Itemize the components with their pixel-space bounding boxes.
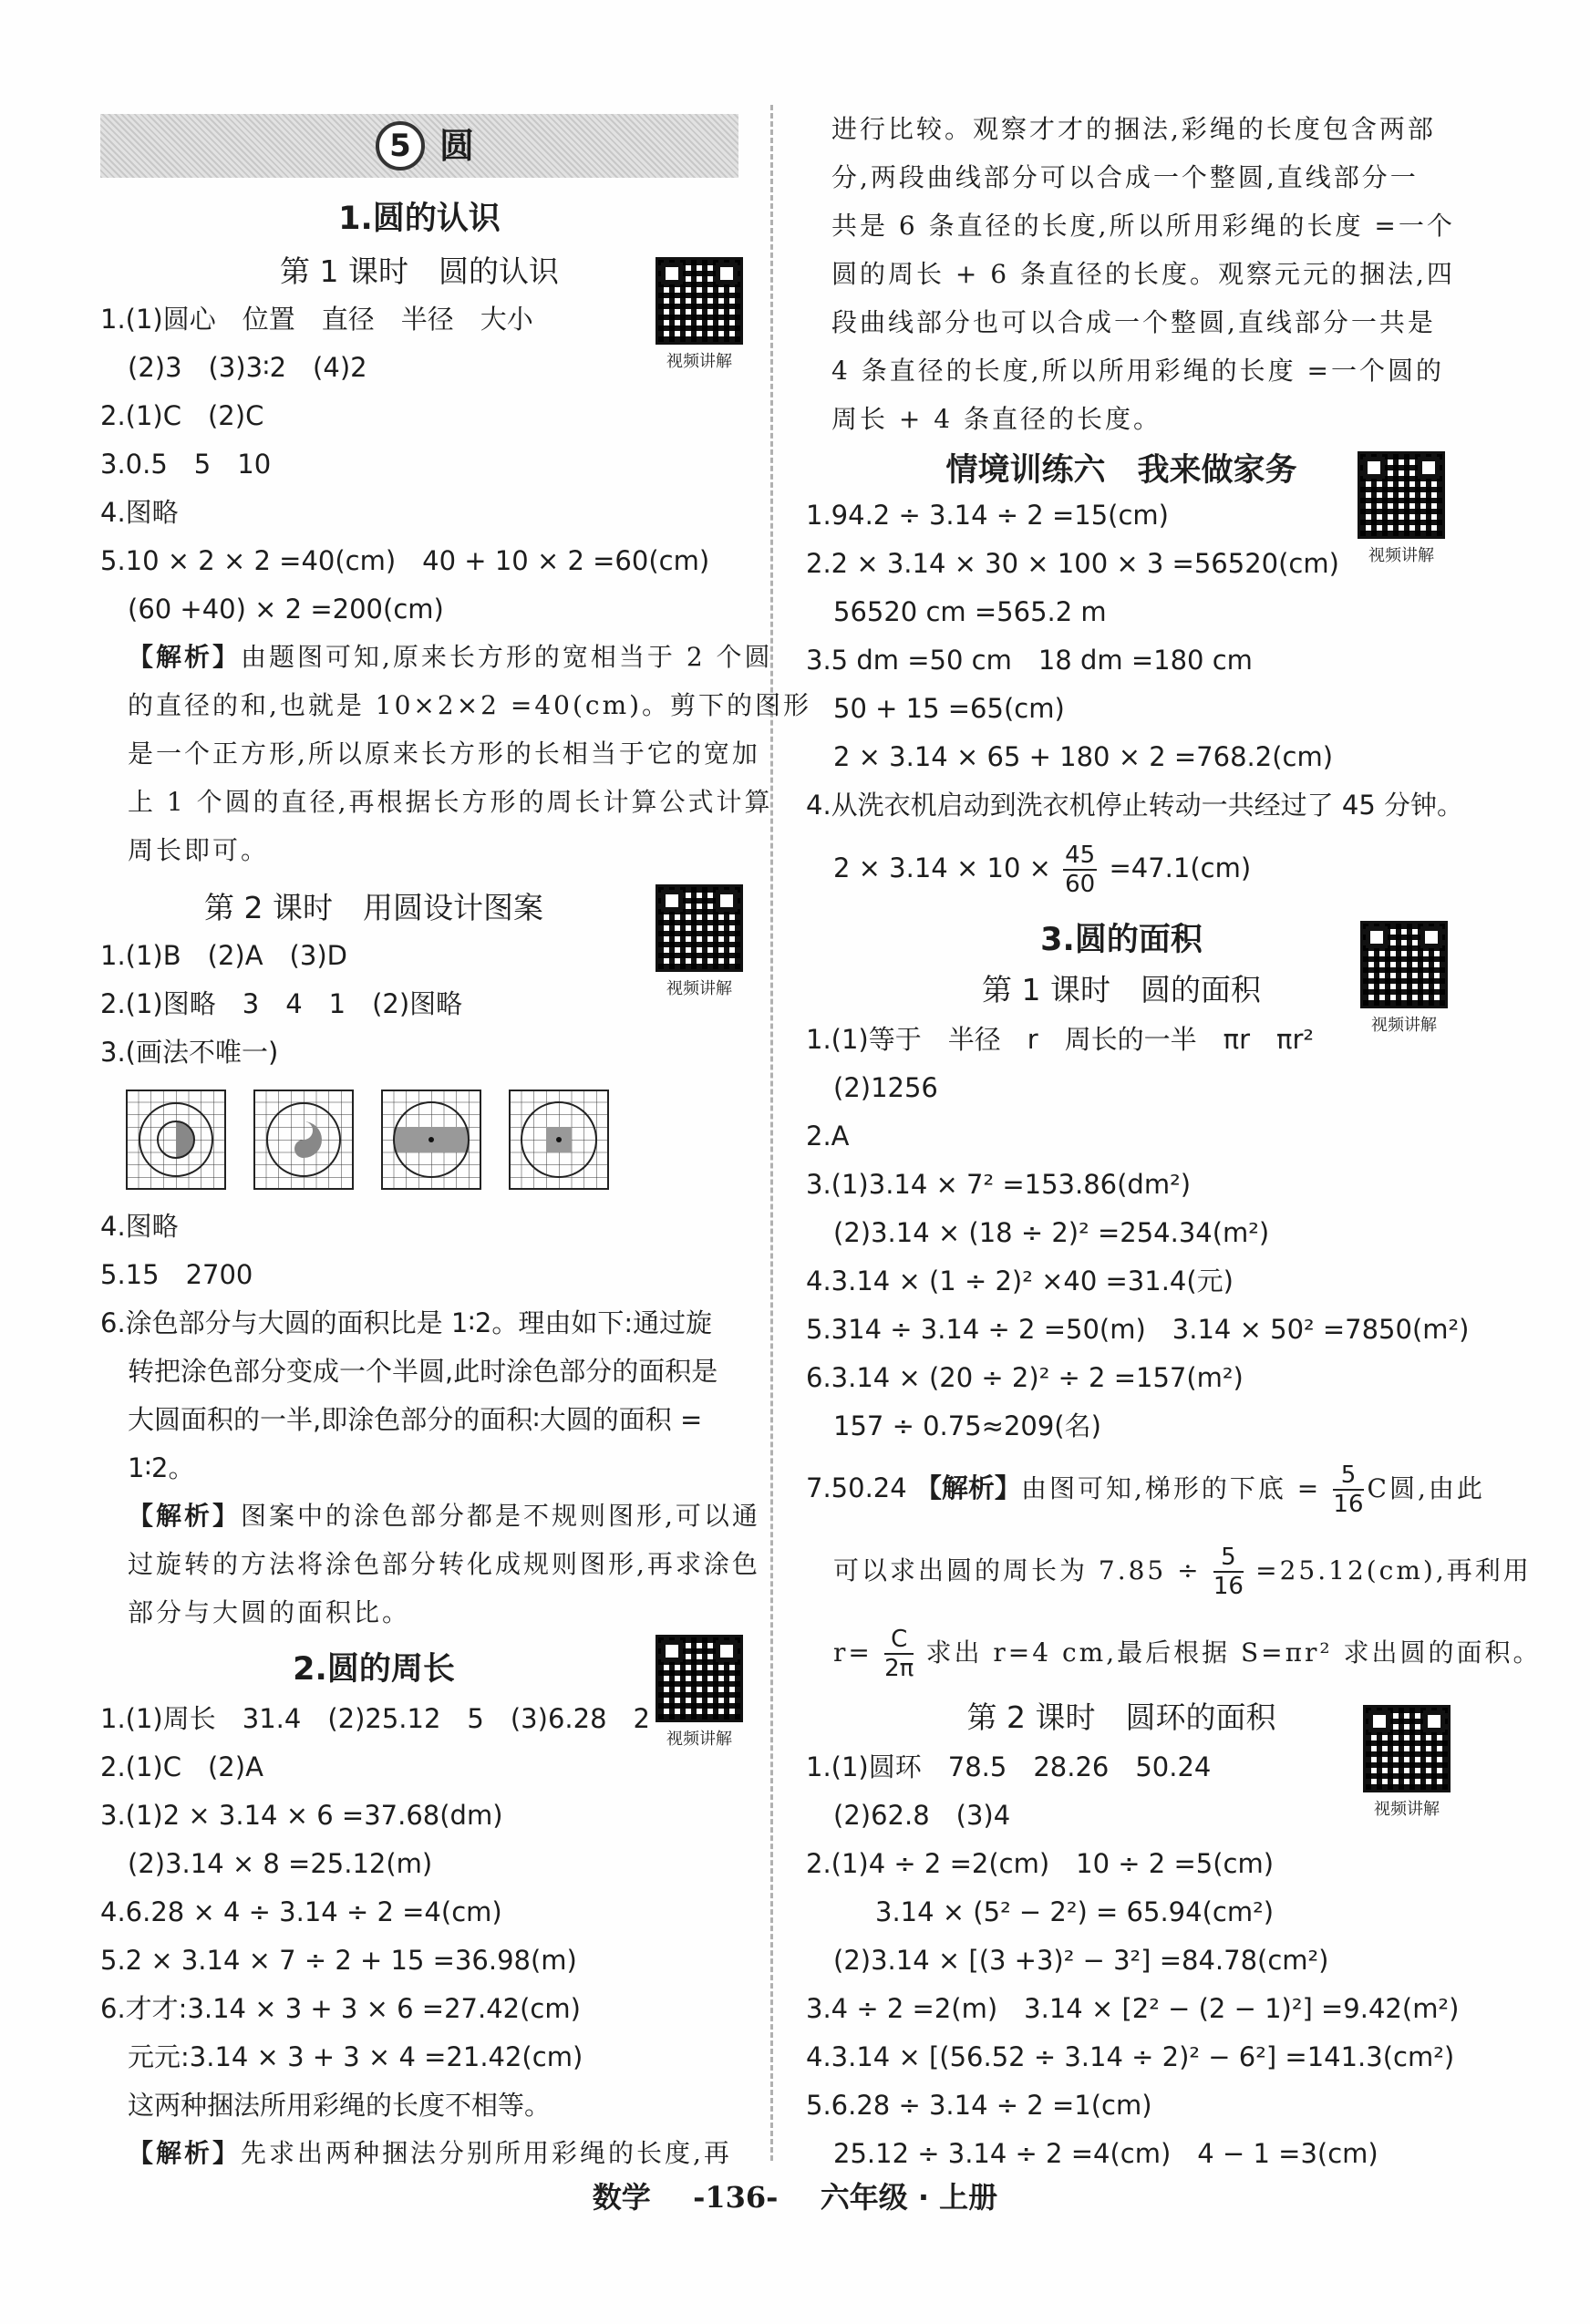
qr-code-ring[interactable] <box>1357 1705 1457 1820</box>
answer-line: 3.(1)3.14 × 7² =153.86(dm²) <box>806 1169 1192 1200</box>
answer-line: 元元:3.14 × 3 + 3 × 4 =21.42(cm) <box>128 2041 583 2072</box>
numerator: 5 <box>1333 1462 1363 1491</box>
circle-pattern-figures <box>126 1090 618 1190</box>
explanation-line: 部分与大圆的面积比。 <box>128 1597 411 1627</box>
answer-line: 1.94.2 ÷ 3.14 ÷ 2 =15(cm) <box>806 500 1169 531</box>
qr-code-lesson1[interactable] <box>649 257 749 372</box>
qr-code-icon <box>656 1635 743 1722</box>
explanation-tag: 【解析】 <box>128 1501 242 1531</box>
denominator: 60 <box>1065 871 1096 898</box>
explanation-line: 过旋转的方法将涂色部分转化成规则图形,再求涂色 <box>128 1549 760 1579</box>
answer-line: 2.2 × 3.14 × 30 × 100 × 3 =56520(cm) <box>806 548 1339 579</box>
answer-line: 1.(1)等于 半径 r 周长的一半 πr πr² <box>806 1024 1315 1055</box>
explanation-tag: 【解析】 <box>128 642 242 672</box>
answer-line: 5.15 2700 <box>100 1259 253 1290</box>
answer-line: 5.314 ÷ 3.14 ÷ 2 =50(m) 3.14 × 50² =7850(m²) <box>806 1314 1470 1345</box>
section-title-area: 3.圆的面积 <box>1040 922 1203 958</box>
fraction <box>1213 1544 1244 1600</box>
answer-line: (2)62.8 (3)4 <box>833 1800 1011 1831</box>
answer-line: (2)3.14 × [(3 +3)² − 3²] =84.78(cm²) <box>833 1945 1329 1976</box>
answer-line: 1.(1)圆环 78.5 28.26 50.24 <box>806 1751 1212 1782</box>
qr-code-lesson2[interactable] <box>649 884 749 999</box>
explanation-line <box>128 639 773 676</box>
unit-title: 圆 <box>439 126 475 166</box>
column-divider <box>770 105 773 2161</box>
explanation-text: 先求出两种捆法分别所用彩绳的长度,再 <box>241 2138 732 2168</box>
qr-caption: 视频讲解 <box>1374 1800 1440 1819</box>
explanation-line: 圆的周长 + 6 条直径的长度。观察元元的捆法,四 <box>831 259 1455 289</box>
unit-banner <box>100 114 738 178</box>
answer-line-fraction <box>833 1541 1532 1600</box>
answer-line: 6.3.14 × (20 ÷ 2)² ÷ 2 =157(m²) <box>806 1362 1244 1393</box>
answer-line: 2.A <box>806 1121 850 1152</box>
answer-line: 4.3.14 × [(56.52 ÷ 3.14 ÷ 2)² − 6²] =141.3(cm²) <box>806 2041 1455 2072</box>
answer-line: 6.涂色部分与大圆的面积比是 1∶2。理由如下:通过旋 <box>100 1307 713 1338</box>
qr-caption: 视频讲解 <box>1371 1016 1437 1035</box>
answer-line: (60 +40) × 2 =200(cm) <box>128 594 444 625</box>
explanation-line <box>128 1498 760 1534</box>
fraction <box>1333 1462 1363 1518</box>
explanation-text: =25.12(cm),再利用 <box>1255 1555 1532 1585</box>
answer-line: 5.10 × 2 × 2 =40(cm) 40 + 10 × 2 =60(cm) <box>100 545 710 576</box>
answer-line: (2)3.14 × (18 ÷ 2)² =254.34(m²) <box>833 1217 1270 1248</box>
page-number: -136- <box>693 2180 779 2215</box>
lesson-title-1: 第 1 课时 圆的认识 <box>280 253 559 289</box>
numerator: 45 <box>1065 842 1096 869</box>
section-title-circle-intro: 1.圆的认识 <box>338 201 501 237</box>
answer-line: 大圆面积的一半,即涂色部分的面积∶大圆的面积 = <box>128 1404 703 1435</box>
answer-line: 4.图略 <box>100 1211 179 1242</box>
qr-code-icon <box>1363 1705 1451 1792</box>
answer-line: 56520 cm =565.2 m <box>833 596 1107 627</box>
answer-line: (2)3.14 × 8 =25.12(m) <box>128 1848 433 1879</box>
formula-text: 2 × 3.14 × 10 × <box>833 852 1051 883</box>
answer-line: 3.0.5 5 10 <box>100 449 272 480</box>
answer-line: 5.6.28 ÷ 3.14 ÷ 2 =1(cm) <box>806 2090 1152 2121</box>
explanation-line: 是一个正方形,所以原来长方形的长相当于它的宽加 <box>128 739 760 769</box>
lesson-title-ring-area: 第 2 课时 圆环的面积 <box>966 1699 1276 1735</box>
explanation-line: 进行比较。观察才才的捆法,彩绳的长度包含两部 <box>831 114 1436 144</box>
answer-line: 25.12 ÷ 3.14 ÷ 2 =4(cm) 4 − 1 =3(cm) <box>833 2138 1378 2169</box>
qr-code-training[interactable] <box>1351 451 1451 566</box>
answer-line: 1.(1)周长 31.4 (2)25.12 5 (3)6.28 2 <box>100 1703 650 1734</box>
lesson-title-2: 第 2 课时 用圆设计图案 <box>204 890 543 925</box>
qr-code-circumference[interactable] <box>649 1635 749 1750</box>
lesson-title-area-1: 第 1 课时 圆的面积 <box>982 972 1261 1007</box>
explanation-text: r= <box>833 1637 872 1668</box>
explanation-tag: 【解析】 <box>914 1472 1021 1503</box>
numerator: 5 <box>1213 1544 1244 1573</box>
answer-line-fraction <box>833 839 1251 898</box>
formula-text: =47.1(cm) <box>1109 852 1252 883</box>
explanation-line: 的直径的和,也就是 10×2×2 =40(cm)。剪下的图形 <box>128 690 812 720</box>
explanation-text: 由图可知,梯形的下底 = <box>1020 1473 1322 1503</box>
answer-line: 这两种捆法所用彩绳的长度不相等。 <box>128 2090 552 2121</box>
answer-line-fraction <box>806 1459 1485 1518</box>
numerator: C <box>884 1626 914 1655</box>
qr-caption: 视频讲解 <box>666 352 732 371</box>
qr-caption: 视频讲解 <box>666 1730 732 1749</box>
explanation-line <box>128 2135 732 2172</box>
denominator: 16 <box>1333 1491 1364 1518</box>
unit-number-badge: 5 <box>376 121 425 170</box>
section-title-circumference: 2.圆的周长 <box>293 1651 455 1688</box>
explanation-text: 可以求出圆的周长为 7.85 ÷ <box>833 1555 1202 1585</box>
denominator: 2π <box>884 1655 914 1682</box>
answer-line: 4.图略 <box>100 497 179 528</box>
explanation-text: 由题图可知,原来长方形的宽相当于 2 个圆 <box>241 642 773 672</box>
qr-caption: 视频讲解 <box>666 979 732 998</box>
footer-subject: 数学 <box>592 2180 651 2215</box>
fraction <box>884 1626 914 1682</box>
qr-code-icon <box>1358 451 1445 539</box>
answer-line: (2)3 (3)3∶2 (4)2 <box>128 352 367 383</box>
explanation-text: C圆,由此 <box>1367 1473 1485 1503</box>
answer-line: 2.(1)C (2)A <box>100 1751 263 1782</box>
explanation-line: 周长即可。 <box>128 835 270 865</box>
answer-line: 转把涂色部分变成一个半圆,此时涂色部分的面积是 <box>128 1356 718 1387</box>
answer-line: 2.(1)4 ÷ 2 =2(cm) 10 ÷ 2 =5(cm) <box>806 1848 1275 1879</box>
explanation-line: 上 1 个圆的直径,再根据长方形的周长计算公式计算 <box>128 787 773 817</box>
pattern-figure-1 <box>127 1090 225 1189</box>
qr-caption: 视频讲解 <box>1368 546 1434 565</box>
answer-line: 6.才才:3.14 × 3 + 3 × 6 =27.42(cm) <box>100 1993 581 2024</box>
answer-line: 3.5 dm =50 cm 18 dm =180 cm <box>806 645 1253 676</box>
answer-line: 4.3.14 × (1 ÷ 2)² ×40 =31.4(元) <box>806 1265 1234 1296</box>
explanation-line: 分,两段曲线部分可以合成一个整圆,直线部分一 <box>831 162 1419 192</box>
answer-line: 1∶2。 <box>128 1452 195 1483</box>
explanation-line: 段曲线部分也可以合成一个整圆,直线部分一共是 <box>831 307 1436 337</box>
answer-line-fraction <box>833 1623 1542 1682</box>
explanation-line: 周长 + 4 条直径的长度。 <box>831 404 1162 434</box>
answer-line: 3.4 ÷ 2 =2(m) 3.14 × [2² − (2 − 1)²] =9.42(m²) <box>806 1993 1460 2024</box>
explanation-text: 求出 r=4 cm,最后根据 S=πr² 求出圆的面积。 <box>925 1637 1542 1668</box>
answer-line: 2.(1)C (2)C <box>100 400 264 431</box>
answer-line: (2)1256 <box>833 1072 938 1103</box>
answer-line: 5.2 × 3.14 × 7 ÷ 2 + 15 =36.98(m) <box>100 1945 577 1976</box>
answer-line: 1.(1)B (2)A (3)D <box>100 940 347 971</box>
answer-line: 4.6.28 × 4 ÷ 3.14 ÷ 2 =4(cm) <box>100 1896 502 1927</box>
fraction <box>1063 842 1097 898</box>
explanation-line: 共是 6 条直径的长度,所以所用彩绳的长度 =一个 <box>831 211 1455 241</box>
answer-line: 4.从洗衣机启动到洗衣机停止转动一共经过了 45 分钟。 <box>806 790 1464 821</box>
denominator: 16 <box>1213 1573 1244 1600</box>
pattern-figure-4 <box>510 1090 608 1189</box>
page-footer <box>0 2174 1590 2216</box>
qr-code-icon <box>656 257 743 345</box>
formula-text: 7.50.24 <box>806 1472 907 1503</box>
answer-line: 157 ÷ 0.75≈209(名) <box>833 1410 1101 1441</box>
explanation-tag: 【解析】 <box>128 2138 242 2168</box>
answer-line: 3.14 × (5² − 2²) = 65.94(cm²) <box>875 1896 1275 1927</box>
answer-line: 3.(1)2 × 3.14 × 6 =37.68(dm) <box>100 1800 503 1831</box>
footer-grade: 六年级 · 上册 <box>820 2180 998 2215</box>
answer-line: 2 × 3.14 × 65 + 180 × 2 =768.2(cm) <box>833 741 1334 772</box>
answer-line: 2.(1)图略 3 4 1 (2)图略 <box>100 988 463 1019</box>
explanation-line: 4 条直径的长度,所以所用彩绳的长度 =一个圆的 <box>831 356 1444 386</box>
explanation-text: 图案中的涂色部分都是不规则图形,可以通 <box>241 1501 760 1531</box>
answer-line: 3.(画法不唯一) <box>100 1037 279 1068</box>
answer-line: 50 + 15 =65(cm) <box>833 693 1065 724</box>
qr-code-icon <box>656 884 743 972</box>
pattern-figure-3 <box>382 1090 480 1189</box>
answer-line: 1.(1)圆心 位置 直径 半径 大小 <box>100 304 533 335</box>
training-title: 情境训练六 我来做家务 <box>945 452 1297 489</box>
pattern-figure-2 <box>254 1090 353 1189</box>
